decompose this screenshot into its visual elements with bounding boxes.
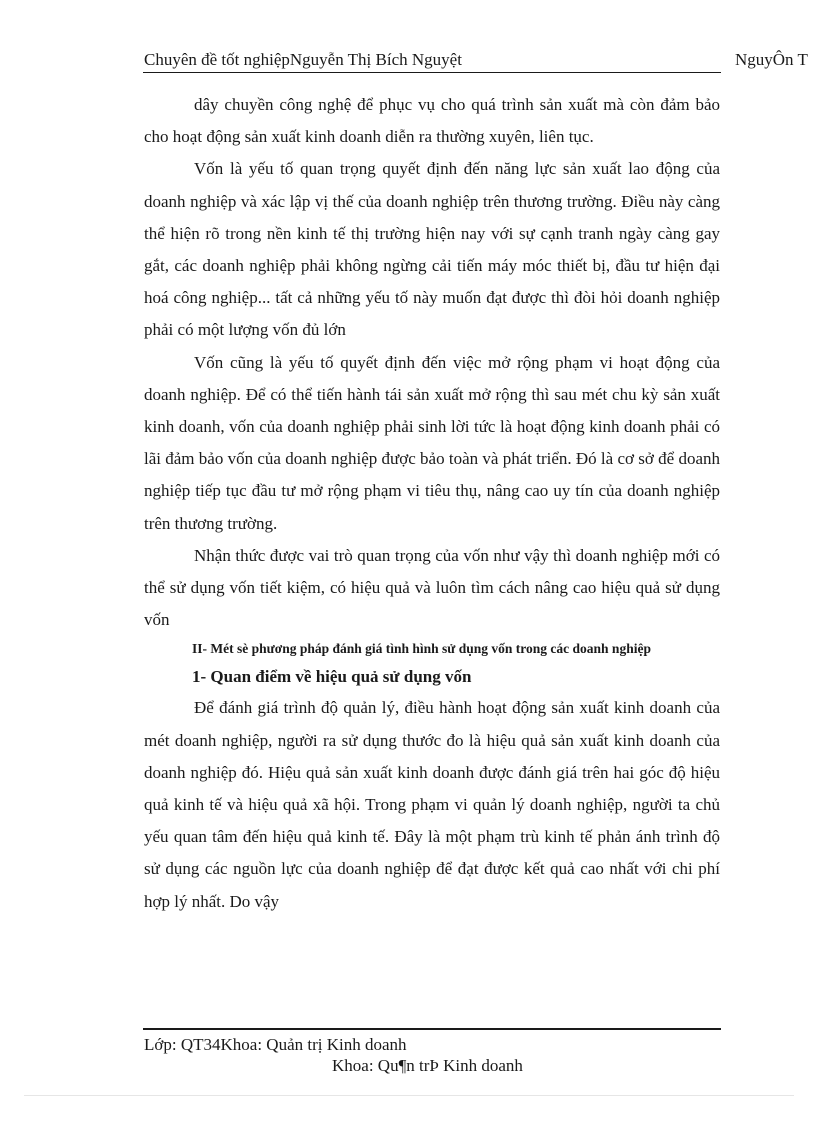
header-author-truncated: NguyÔn T bbox=[735, 50, 808, 69]
footer-class-line: Lớp: QT34Khoa: Quản trị Kinh doanh bbox=[144, 1035, 407, 1054]
header-title: Chuyên đề tốt nghiệpNguyễn Thị Bích Nguyệt bbox=[144, 50, 462, 69]
header-rule bbox=[143, 72, 721, 73]
sub-heading: II- Mét sè phương pháp đánh giá tình hình sử dụng vốn trong các doanh nghiệp bbox=[192, 641, 651, 657]
footer-faculty-line: Khoa: Qu¶n trÞ Kinh doanh bbox=[332, 1056, 523, 1075]
paragraph-5: Để đánh giá trình độ quản lý, điều hành hoạt động sản xuất kinh doanh của mét doanh nghiệp, người ra sử dụng thước đo là hiệu quả sản xuất kinh doanh của doanh nghiệp đó. Hiệu quả sản xuất kinh doanh được đánh giá trên hai góc độ hiệu quả kinh tế và hiệu quả xã hội. Trong phạm vi quản lý doanh nghiệp, người ta chủ yếu quan tâm đến hiệu quả kinh tế. Đây là một phạm trù kinh tế phản ánh trình độ sử dụng các nguồn lực của doanh nghiệp để đạt được kết quả cao nhất với chi phí hợp lý nhất. Do vậy bbox=[144, 698, 720, 911]
section-heading: 1- Quan điểm về hiệu quả sử dụng vốn bbox=[192, 667, 472, 687]
document-body bbox=[144, 89, 720, 918]
page-edge-divider bbox=[24, 1095, 794, 1096]
paragraph-2: Vốn là yếu tố quan trọng quyết định đến năng lực sản xuất lao động của doanh nghiệp và xác lập vị thế của doanh nghiệp trên thương trường. Điều này càng thể hiện rõ trong nền kinh tế thị trường hiện nay với sự cạnh tranh ngày càng gay gắt, các doanh nghiệp phải không ngừng cải tiến máy móc thiết bị, đầu tư hiện đại hoá công nghiệp... tất cả những yếu tố này muốn đạt được thì đòi hỏi doanh nghiệp phải có một lượng vốn đủ lớn bbox=[144, 159, 720, 340]
paragraph-3: Vốn cũng là yếu tố quyết định đến việc mở rộng phạm vi hoạt động của doanh nghiệp. Để có thể tiến hành tái sản xuất mở rộng thì sau mét chu kỳ sản xuất kinh doanh, vốn của doanh nghiệp phải sinh lời tức là hoạt động kinh doanh phải có lãi đảm bảo vốn của doanh nghiệp được bảo toàn và phát triển. Đó là cơ sở để doanh nghiệp tiếp tục đầu tư mở rộng phạm vi tiêu thụ, nâng cao uy tín của doanh nghiệp trên thương trường. bbox=[144, 352, 720, 533]
paragraph-1: dây chuyền công nghệ để phục vụ cho quá trình sản xuất mà còn đảm bảo cho hoạt động sản xuất kinh doanh diễn ra thường xuyên, liên tục. bbox=[144, 95, 720, 147]
footer-rule bbox=[143, 1028, 721, 1030]
paragraph-4: Nhận thức được vai trò quan trọng của vốn như vậy thì doanh nghiệp mới có thể sử dụng vốn tiết kiệm, có hiệu quả và luôn tìm cách nâng cao hiệu quả sử dụng vốn bbox=[144, 545, 720, 630]
